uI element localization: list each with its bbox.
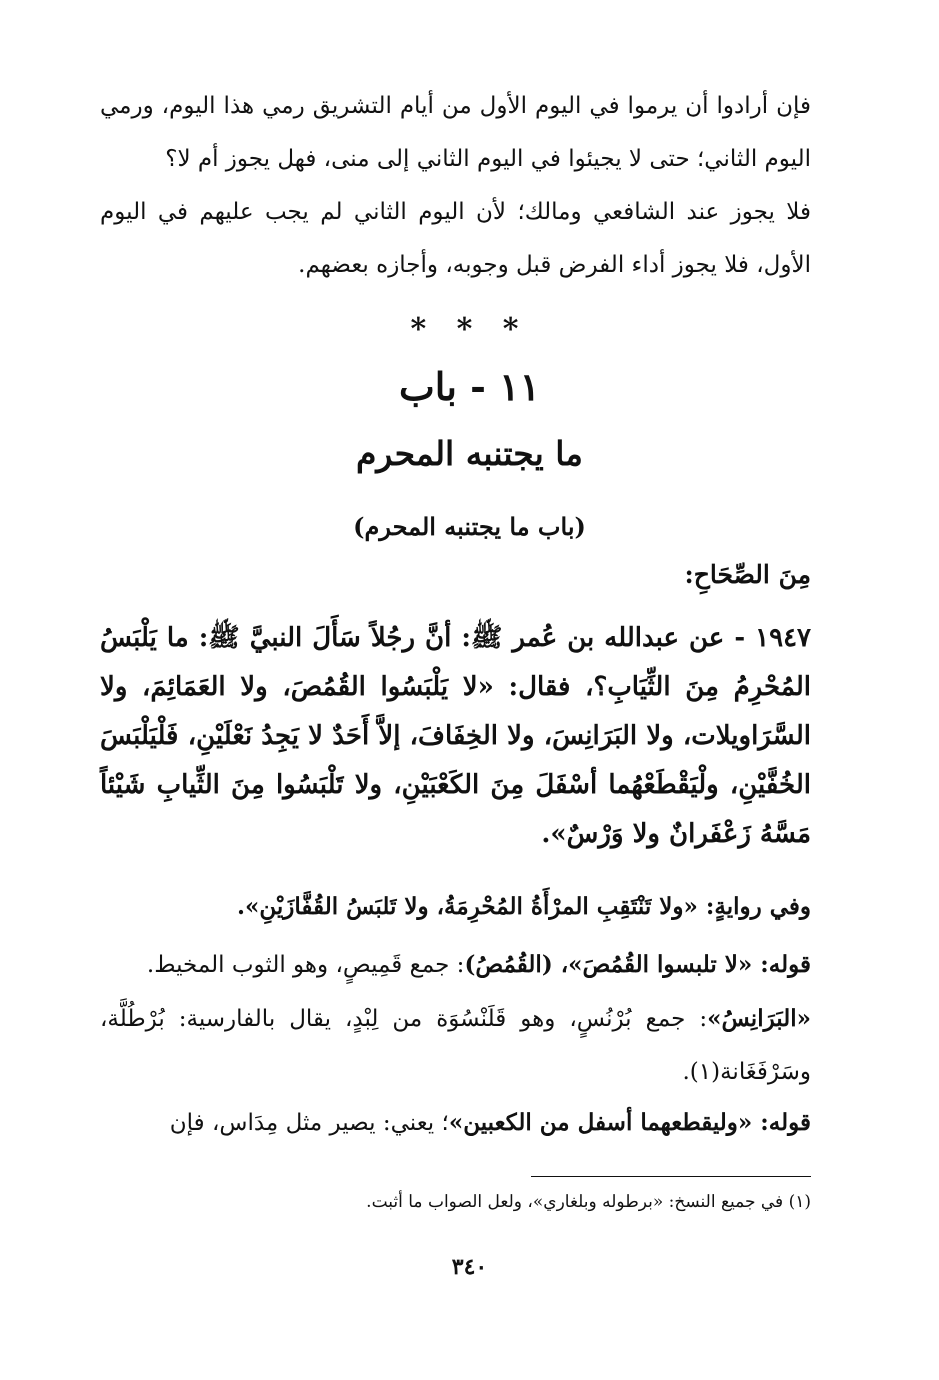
commentary-rest: : جمع بُرْنُسٍ، وهو قَلَنْسُوَة من لِبْدٍ، يقال بالفارسية: بُرْطُلَّة، وسَرْفَغَانة(١). xyxy=(100,1006,811,1085)
section-separator: * * * xyxy=(410,312,529,347)
page-number: ٣٤٠ xyxy=(451,1254,488,1280)
paragraph-text: فلا يجوز عند الشافعي ومالك؛ لأن اليوم الثاني لم يجب عليهم في اليوم الأول، فلا يجوز أداء الفرض قبل وجوبه، وأجازه بعضهم. xyxy=(100,199,811,278)
commentary-paragraph xyxy=(100,938,811,992)
commentary-lead: قوله: «وليقطعهما أسفل من الكعبين» xyxy=(448,1109,811,1136)
commentary-line xyxy=(100,1096,811,1150)
commentary-lead: قوله: «لا تلبسوا القُمُصَ»، (القُمُصُ) xyxy=(464,951,811,978)
riwaya-line xyxy=(100,880,811,933)
commentary-lead: «البَرَانِسُ» xyxy=(707,1005,811,1032)
footnote-divider xyxy=(531,1176,811,1177)
commentary-paragraph xyxy=(100,1096,811,1150)
riwaya-paragraph xyxy=(100,880,811,933)
paragraph-answer xyxy=(100,186,811,292)
footnote: (١) في جميع النسخ: «برطوله وبلغاري»، ولعل الصواب ما أثبت. xyxy=(366,1192,811,1212)
paragraph-text: فإن أرادوا أن يرموا في اليوم الأول من أيام التشريق رمي هذا اليوم، ورمي اليوم الثاني؛ حتى لا يجيئوا في اليوم الثاني إلى منى، فهل يجوز أم لا؟ xyxy=(100,93,811,172)
commentary-line xyxy=(100,992,811,1099)
commentary-paragraph xyxy=(100,992,811,1099)
commentary-rest: ؛ يعني: يصير مثل مِدَاس، فإن xyxy=(169,1110,449,1136)
chapter-subtitle: (باب ما يجتنبه المحرم) xyxy=(353,512,586,541)
chapter-title: ما يجتنبه المحرم xyxy=(355,434,583,473)
paragraph-question xyxy=(100,80,811,186)
commentary-rest: : جمع قَمِيصٍ، وهو الثوب المخيط. xyxy=(146,952,465,978)
section-label: مِنَ الصِّحَاحِ: xyxy=(684,560,811,589)
commentary-line xyxy=(100,938,811,992)
chapter-heading: ١١ - باب xyxy=(399,364,540,409)
riwaya-lead: وفي روايةٍ: xyxy=(697,893,811,920)
riwaya-text: «ولا تَنْتَقِبِ المرْأَةُ المُحْرِمَةُ، ولا تَلبَسُ القُفَّازَيْنِ». xyxy=(237,893,698,920)
hadith-text: ١٩٤٧ - عن عبدالله بن عُمر ﷺ: أنَّ رجُلاً سَأَلَ النبيَّ ﷺ: ما يَلْبَسُ المُحْرِمُ مِنَ الثِّيَابِ؟، فقال: «لا يَلْبَسُوا القُمُصَ، ولا العَمَائِمَ، ولا السَّرَاويلات، ولا البَرَانِسَ، ولا الخِفَافَ، إلاَّ أَحَدٌ لا يَجِدُ نَعْلَيْنِ، فَلْيَلْبَسَ الخُفَّيْنِ، ولْيَقْطَعْهُما أسْفَلَ مِنَ الكَعْبَيْنِ، ولا تَلْبَسُوا مِنَ الثِّيابِ شَيْئاً مَسَّهُ زَعْفَرانٌ ولا وَرْسٌ». xyxy=(100,623,811,849)
